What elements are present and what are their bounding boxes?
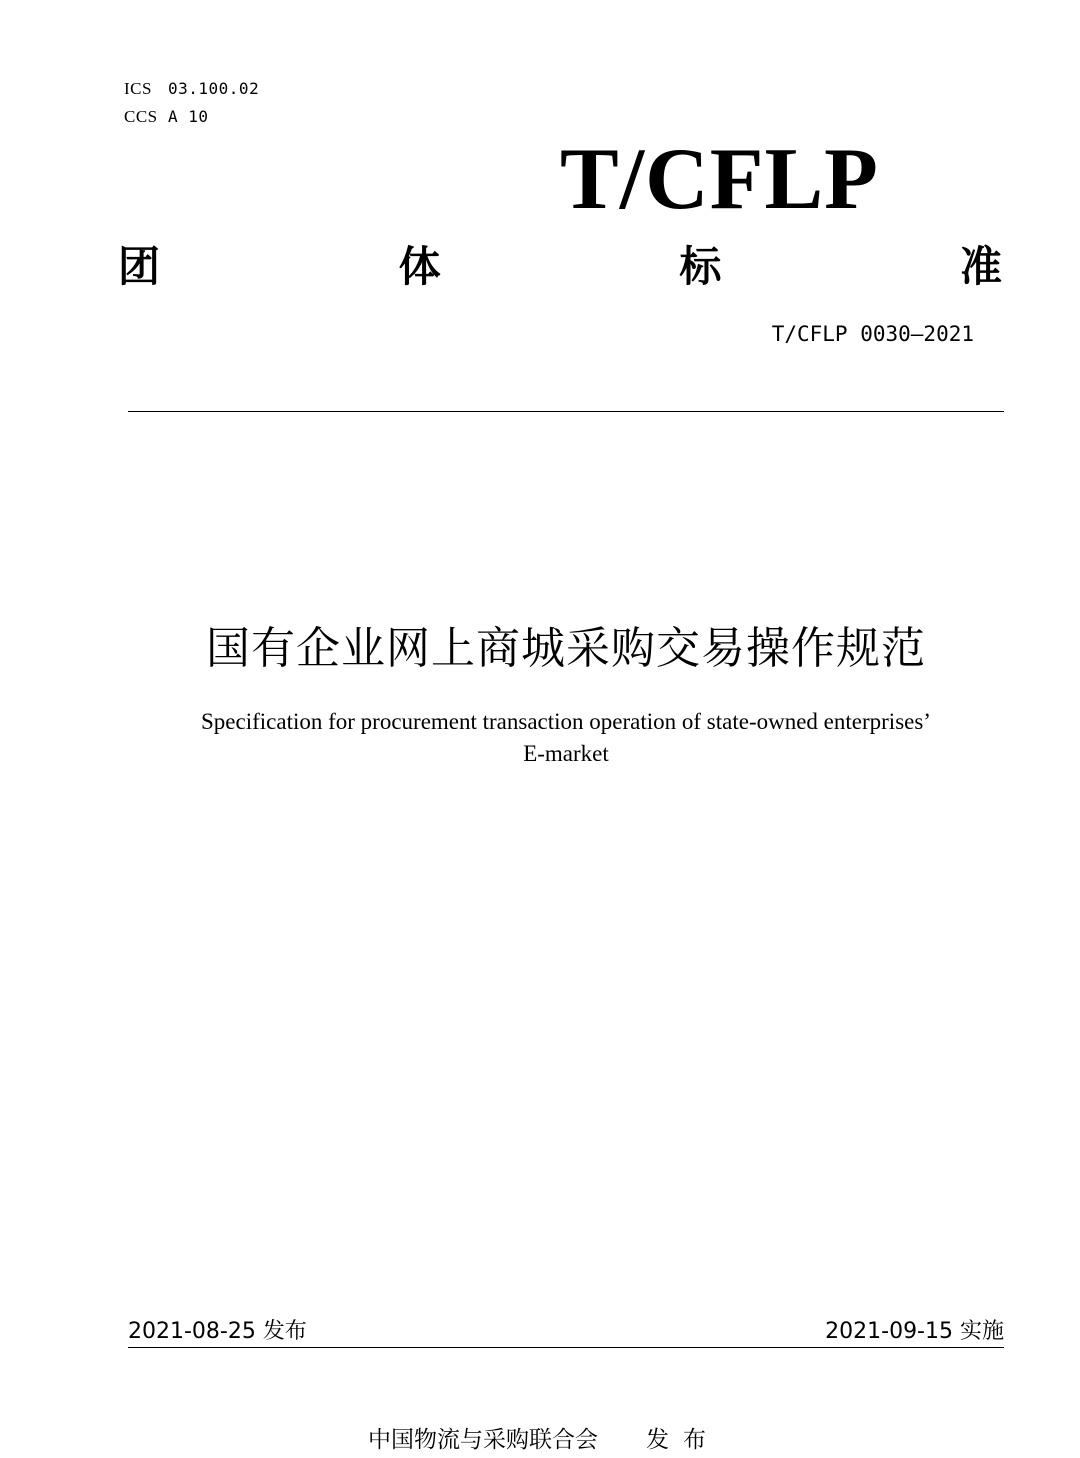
publisher-name: 中国物流与采购联合会 bbox=[368, 1427, 598, 1453]
title-english-line-1: Specification for procurement transaction operation of state-owned enterprises’ bbox=[201, 709, 931, 734]
standard-number: T/CFLP 0030—2021 bbox=[771, 322, 974, 346]
org-logo-text: T/CFLP bbox=[560, 131, 879, 228]
ccs-code: A 10 bbox=[168, 107, 209, 126]
publisher-action: 发布 bbox=[646, 1427, 720, 1453]
ics-code: 03.100.02 bbox=[168, 79, 260, 98]
standard-type-char: 体 bbox=[398, 242, 441, 291]
title-english bbox=[140, 706, 992, 770]
publisher-line bbox=[368, 1421, 720, 1454]
standard-type-char: 准 bbox=[959, 242, 1002, 291]
publish-date: 2021-08-25 发布 bbox=[128, 1319, 307, 1344]
standard-type-char: 团 bbox=[118, 242, 161, 291]
bottom-divider bbox=[128, 1347, 1004, 1348]
top-divider bbox=[128, 411, 1004, 412]
implementation-date: 2021-09-15 实施 bbox=[825, 1319, 1004, 1344]
ics-code-line bbox=[124, 79, 259, 99]
title-english-line-2: E-market bbox=[523, 741, 609, 766]
standard-type-char: 标 bbox=[679, 242, 722, 291]
standard-type-heading bbox=[118, 234, 1002, 294]
title-chinese: 国有企业网上商城采购交易操作规范 bbox=[206, 623, 926, 674]
ccs-label: CCS bbox=[124, 107, 158, 126]
ics-label: ICS bbox=[124, 79, 152, 98]
ccs-code-line bbox=[124, 107, 209, 127]
